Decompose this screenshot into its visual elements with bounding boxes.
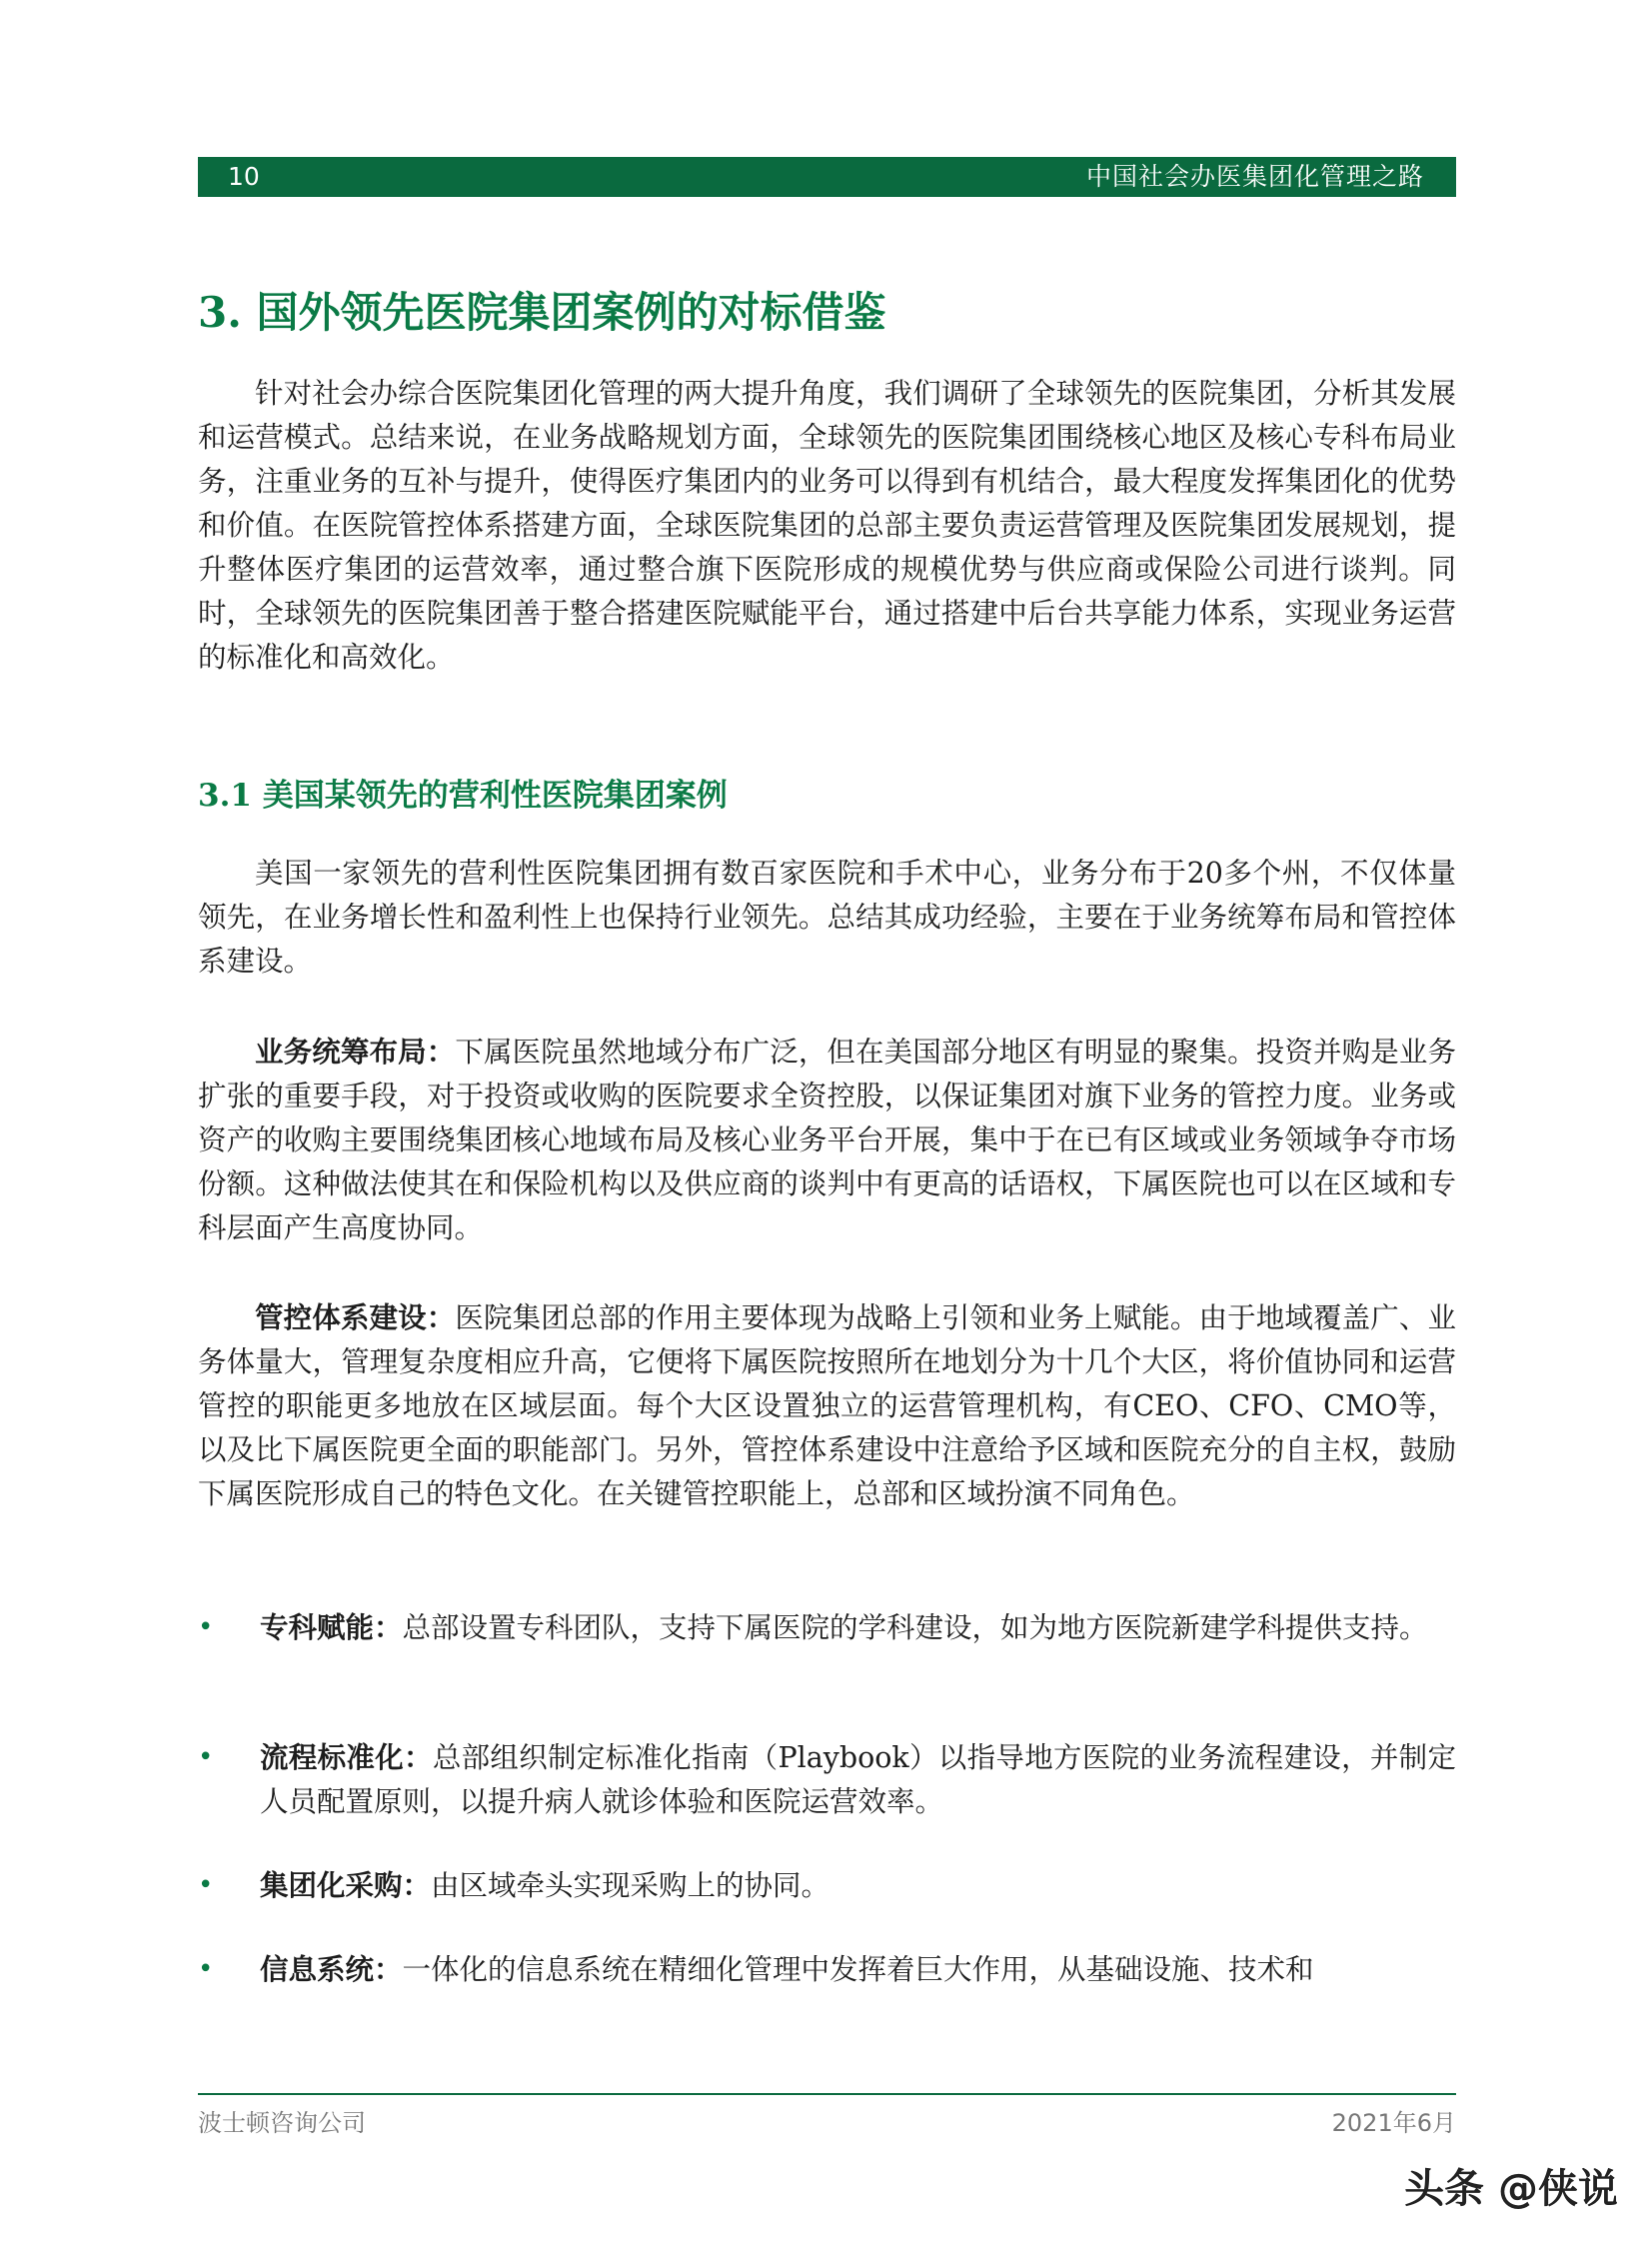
list-item xyxy=(198,1735,1456,1824)
bullet-label: 专科赋能： xyxy=(260,1610,403,1644)
running-title: 中国社会办医集团化管理之路 xyxy=(1085,162,1424,191)
bullet-text: 由区域牵头实现采购上的协同。 xyxy=(431,1869,830,1902)
footer-publisher: 波士顿咨询公司 xyxy=(198,2109,366,2137)
section-title: 3. 国外领先医院集团案例的对标借鉴 xyxy=(198,288,886,337)
intro-paragraph: 针对社会办综合医院集团化管理的两大提升角度，我们调研了全球领先的医院集团，分析其发展和运营模式。总结来说，在业务战略规划方面，全球领先的医院集团围绕核心地区及核心专科布局业务，注重业务的互补与提升，使得医疗集团内的业务可以得到有机结合，最大程度发挥集团化的优势和价值。在医院管控体系搭建方面，全球医院集团的总部主要负责运营管理及医院集团发展规划，提升整体医疗集团的运营效率，通过整合旗下医院形成的规模优势与供应商或保险公司进行谈判。同时，全球领先的医院集团善于整合搭建医院赋能平台，通过搭建中后台共享能力体系，实现业务运营的标准化和高效化。 xyxy=(198,377,1456,674)
list-item xyxy=(198,1605,1456,1650)
list-item xyxy=(198,1863,1456,1908)
page-number: 10 xyxy=(228,162,260,191)
bullet-text: 总部设置专科团队，支持下属医院的学科建设，如为地方医院新建学科提供支持。 xyxy=(402,1611,1428,1644)
layout-paragraph xyxy=(198,1030,1456,1250)
page-header-bar xyxy=(198,157,1456,197)
bullet-icon: • xyxy=(198,1954,214,1984)
layout-text: 下属医院虽然地域分布广泛，但在美国部分地区有明显的聚集。投资并购是业务扩张的重要手段，对于投资或收购的医院要求全资控股，以保证集团对旗下业务的管控力度。业务或资产的收购主要围绕集团核心地域布局及核心业务平台开展，集中于在已有区域或业务领域争夺市场份额。这种做法使其在和保险机构以及供应商的谈判中有更高的话语权，下属医院也可以在区域和专科层面产生高度协同。 xyxy=(198,1036,1456,1244)
control-paragraph xyxy=(198,1295,1456,1516)
bullet-label: 信息系统： xyxy=(260,1952,403,1986)
bullet-text: 总部组织制定标准化指南（Playbook）以指导地方医院的业务流程建设，并制定人员配置原则，以提升病人就诊体验和医院运营效率。 xyxy=(260,1741,1456,1818)
footer-date: 2021年6月 xyxy=(1331,2109,1456,2137)
bullet-icon: • xyxy=(198,1612,214,1642)
bullet-text: 一体化的信息系统在精细化管理中发挥着巨大作用，从基础设施、技术和 xyxy=(402,1953,1314,1986)
bullet-icon: • xyxy=(198,1870,214,1900)
layout-label: 业务统筹布局： xyxy=(255,1035,456,1069)
case-paragraph: 美国一家领先的营利性医院集团拥有数百家医院和手术中心，业务分布于20多个州，不仅体量领先，在业务增长性和盈利性上也保持行业领先。总结其成功经验，主要在于业务统筹布局和管控体系建设。 xyxy=(198,857,1456,978)
list-item xyxy=(198,1947,1456,1992)
bullet-label: 集团化采购： xyxy=(260,1868,432,1902)
bullet-label: 流程标准化： xyxy=(260,1740,433,1774)
watermark: 头条 @侠说 xyxy=(1404,2166,1618,2212)
subsection-title: 3.1 美国某领先的营利性医院集团案例 xyxy=(198,778,728,814)
control-label: 管控体系建设： xyxy=(255,1300,456,1334)
footer-divider xyxy=(198,2093,1456,2095)
bullet-icon: • xyxy=(198,1742,214,1772)
control-text: 医院集团总部的作用主要体现为战略上引领和业务上赋能。由于地域覆盖广、业务体量大，管理复杂度相应升高，它便将下属医院按照所在地划分为十几个大区，将价值协同和运营管控的职能更多地放在区域层面。每个大区设置独立的运营管理机构，有CEO、CFO、CMO等，以及比下属医院更全面的职能部门。另外，管控体系建设中注意给予区域和医院充分的自主权，鼓励下属医院形成自己的特色文化。在关键管控职能上，总部和区域扮演不同角色。 xyxy=(198,1301,1456,1510)
